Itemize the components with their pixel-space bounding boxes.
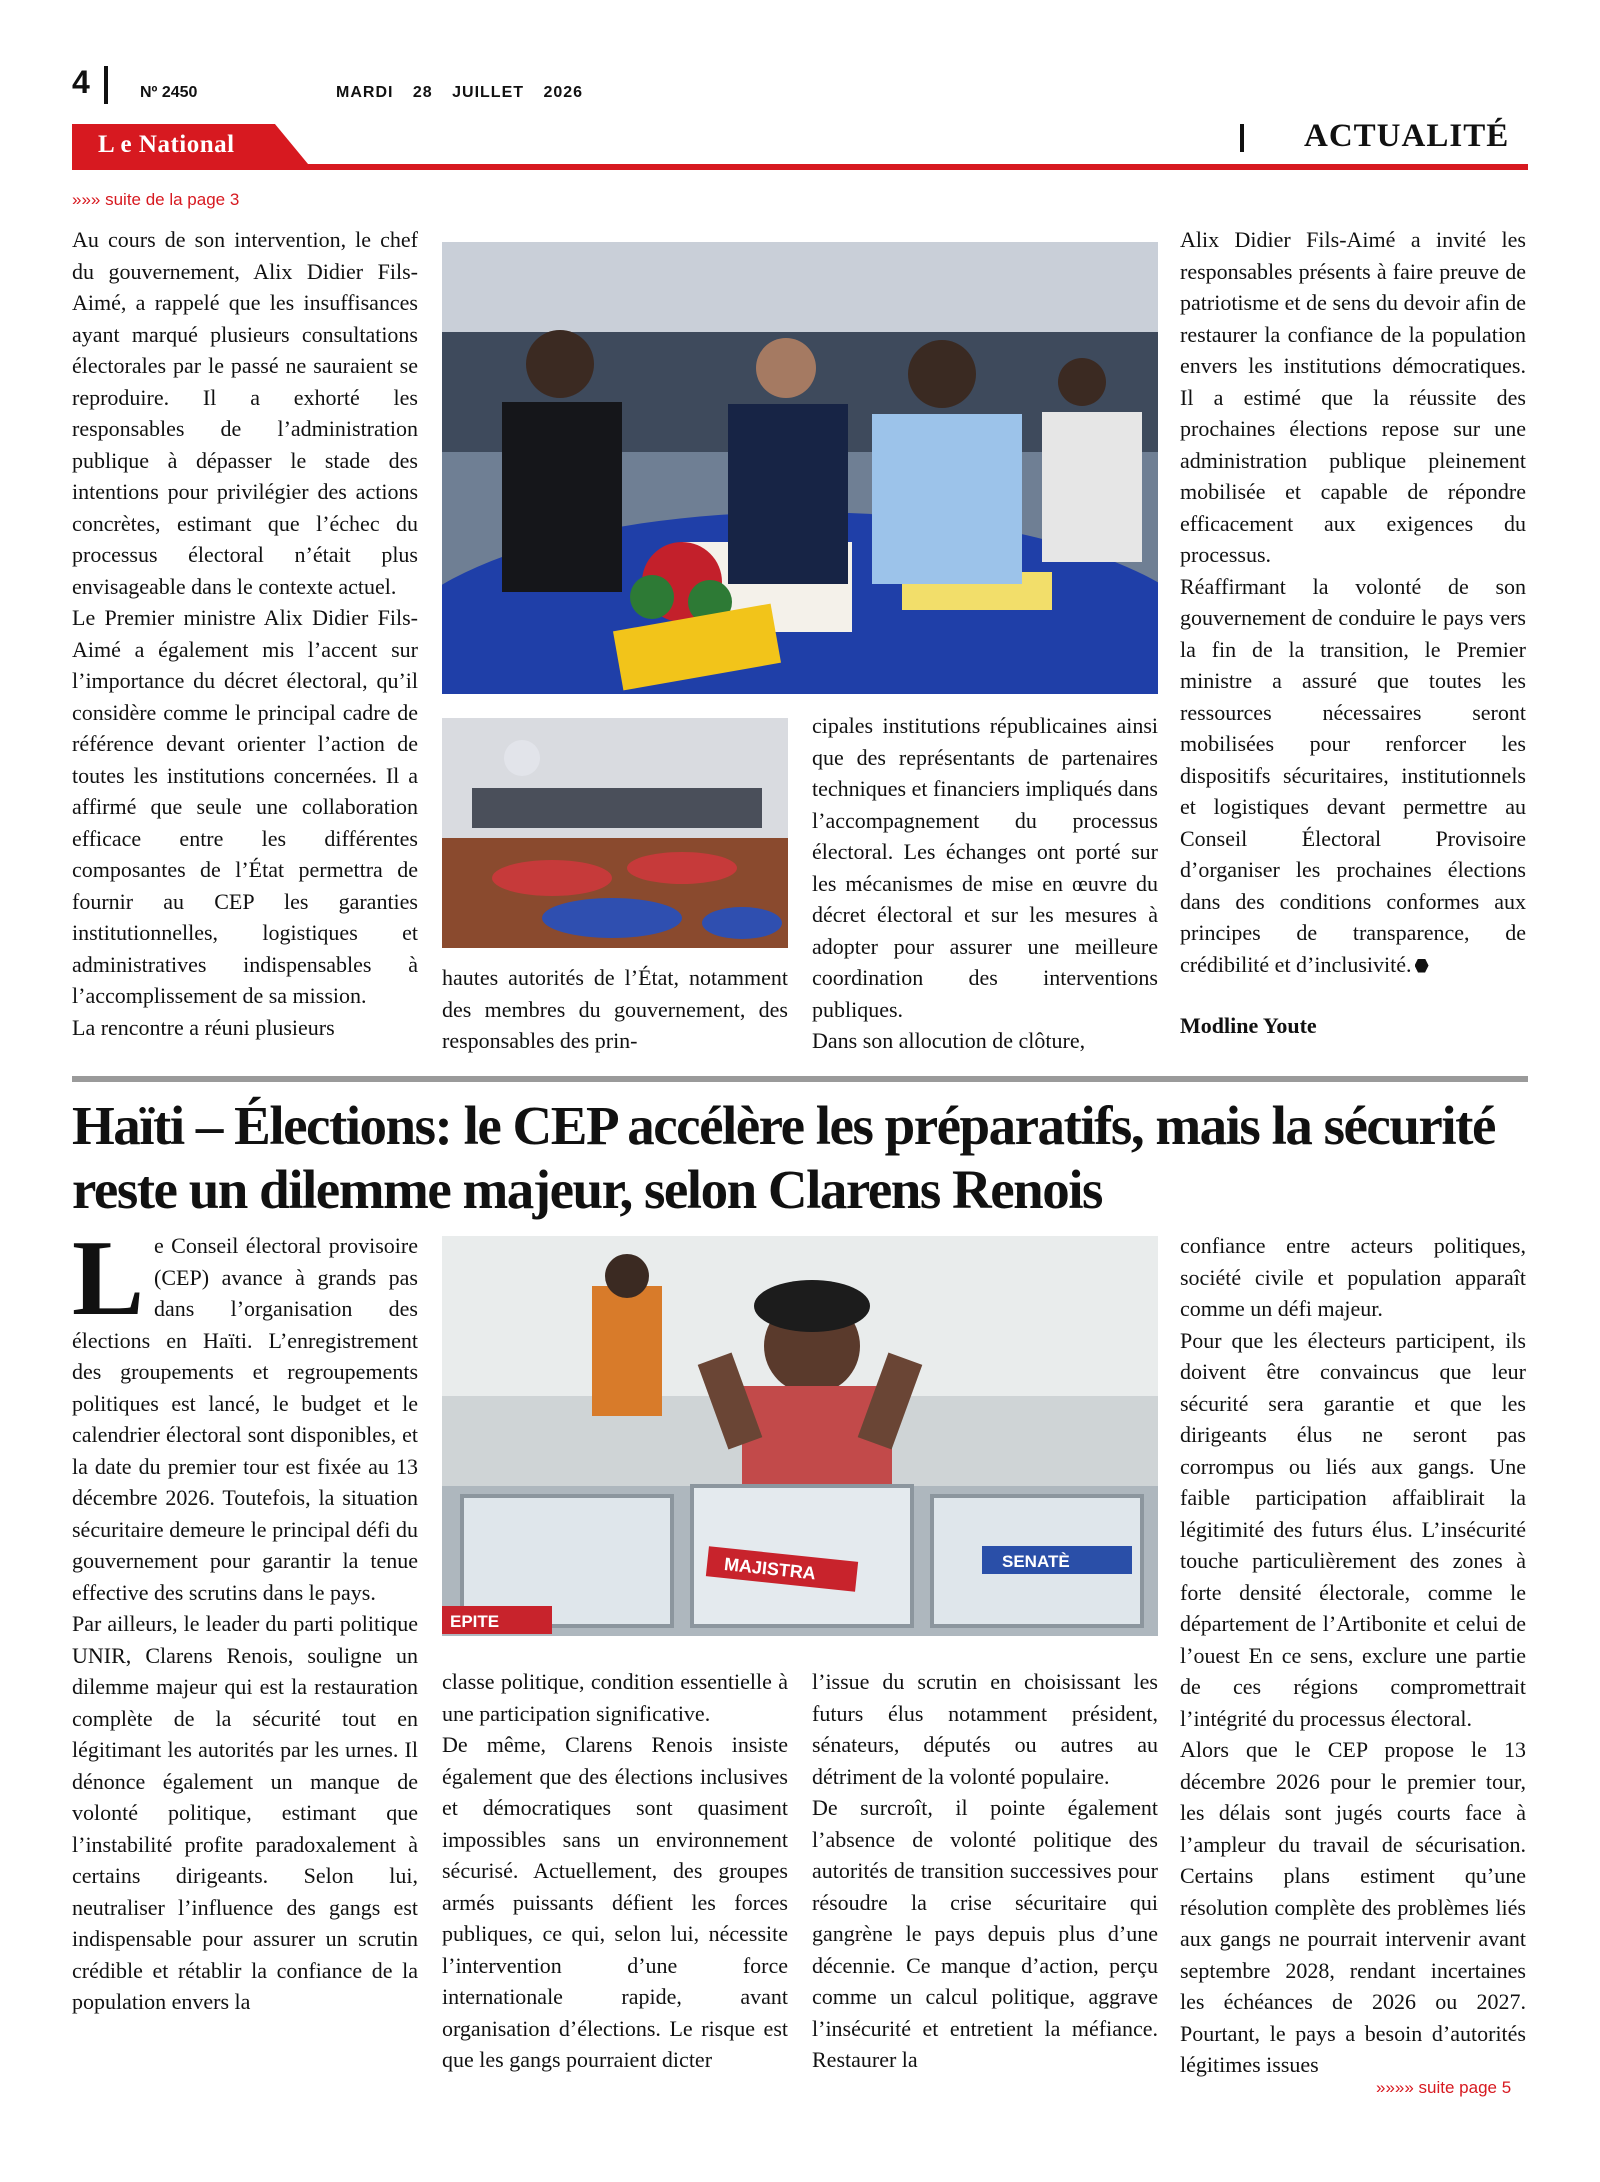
- page-number: 4: [72, 64, 90, 100]
- paragraph: Au cours de son intervention, le chef du gouvernement, Alix Didier Fils-Aimé, a rappelé que les insuffisances ayant marqué plusieurs consultations électorales par le passé ne sauraient se reproduire. Il a exhorté les responsables de l’administration publique à dépasser le stade des intentions pour privilégier des actions concrètes, estimant que l’échec du processus électoral n’était plus envisageable dans le contexte actuel.: [72, 227, 418, 599]
- newspaper-name: L e National: [98, 131, 235, 158]
- paragraph: Alix Didier Fils-Aimé a invité les responsables présents à faire preuve de patriotisme et de sens du devoir afin de restaurer la confiance de la population envers les institutions démocratiques. Il a estimé que la réussite des prochaines élections repose sur une administration publique pleinement mobilisée et capable de répondre efficacement aux exigences du processus.: [1180, 227, 1526, 567]
- paragraph: Le Premier ministre Alix Didier Fils-Aimé a également mis l’accent sur l’importance du décret électoral, qu’il considère comme le principal cadre de référence devant orienter l’action de toutes les institutions concernées. Il a affirmé que seule une collaboration efficace entre les différentes composantes de l’État permettra de fournir au CEP les garanties institutionnelles, logistiques et administratives indispensables à l’accomplissement de sa mission.: [72, 605, 418, 1008]
- article1-column-4: [1180, 224, 1526, 984]
- article2-column-4: [1180, 1230, 1526, 2078]
- ballot-label: EPITE: [450, 1612, 500, 1631]
- continued-from: »»» suite de la page 3: [72, 190, 240, 209]
- article1-column-2: [442, 962, 788, 1062]
- paragraph: La rencontre a réuni plusieurs: [72, 1014, 335, 1040]
- paragraph: classe politique, condition essentielle à une participation significative.: [442, 1669, 788, 1726]
- article2-headline: Haïti – Élections: le CEP accélère les préparatifs, mais la sécurité reste un dilemme majeur, selon Clarens Renois: [72, 1095, 1495, 1220]
- paragraph: Par ailleurs, le leader du parti politique UNIR, Clarens Renois, souligne un dilemme majeur qui est la restauration complète de la sécurité tout en légitimant les autorités par les urnes. Il dénonce également un manque de volonté politique, estimant que l’instabilité profite paradoxalement à certains dirigeants. Selon lui, neutraliser l’influence des gangs est indispensable pour assurer un scrutin crédible et rétablir la confiance de la population envers la: [72, 1611, 418, 2014]
- article2-column-3: [812, 1666, 1158, 2086]
- paragraph-text: Réaffirmant la volonté de son gouvernement de conduire le pays vers la fin de la transition, le Premier ministre a assuré que toutes les ressources nécessaires seront mobilisées pour renforcer les dispositifs sécuritaires, institutionnels et logistiques devant permettre au Conseil Électoral Provisoire d’organiser les prochaines élections dans des conditions conformes aux principes de transparence, de crédibilité et d’inclusivité.: [1180, 573, 1526, 977]
- article2-column-1: [72, 1219, 418, 2090]
- continued-to[interactable]: »»»» suite page 5: [1376, 2078, 1512, 2097]
- section-divider: [1240, 124, 1244, 152]
- paragraph: hautes autorités de l’État, notamment des membres du gouvernement, des responsables des prin-: [442, 965, 788, 1053]
- section-title: ACTUALITÉ: [1304, 118, 1510, 154]
- ballot-label: MAJISTRA: [723, 1553, 817, 1584]
- paragraph: Dans son allocution de clôture,: [812, 1028, 1086, 1053]
- photo-conference-room: [442, 718, 788, 948]
- paragraph: l’issue du scrutin en choisissant les futurs élus notamment président, sénateurs, députés ou autres au détriment de la volonté populaire.: [812, 1669, 1158, 1789]
- paragraph-text: e Conseil électoral provisoire (CEP) avance à grands pas dans l’organisation des élections en Haïti. L’enregistrement des groupements et regroupements politiques est lancé, le budget et le calendrier électoral sont disponibles, et la date du premier tour est fixée au 13 décembre 2026. Toutefois, la situation sécuritaire demeure le principal défi du gouvernement pour garantir la tenue effective des scrutins dans le pays.: [72, 1233, 418, 1605]
- ballot-label: SENATÈ: [1002, 1552, 1070, 1571]
- drop-cap: L: [72, 1219, 145, 1338]
- paragraph: cipales institutions républicaines ainsi que des représentants de partenaires techniques et financiers impliqués dans l’accompagnement du processus électoral. Les échanges ont porté sur les mécanismes de mise en œuvre du décret électoral et sur les mesures à adopter pour assurer une meilleure coordination des interventions publiques.: [812, 713, 1158, 1022]
- paragraph: [1180, 571, 1526, 981]
- paragraph: De même, Clarens Renois insiste également que des élections inclusives et démocratiques sont quasiment impossibles sans un environnement sécurisé. Actuellement, des groupes armés puissants défient les forces publiques, ce qui, selon lui, nécessite l’intervention d’une force internationale rapide, avant organisation d’élections. Le risque est que les gangs pourraient dicter: [442, 1732, 788, 2072]
- paragraph: [72, 1219, 418, 1608]
- article1-column-3: [812, 710, 1158, 1062]
- photo-voter-at-ballot-box: [442, 1236, 1158, 1636]
- end-of-article-icon: [1415, 959, 1429, 973]
- issue-number: Nº 2450: [140, 84, 198, 101]
- paragraph: Pour que les électeurs participent, ils doivent être convaincus que leur sécurité sera garantie et que les dirigeants élus ne seront pas corrompus ou liés aux gangs. Une faible participation affaiblirait la légitimité des futurs élus. L’insécurité touche particulièrement des zones à forte densité électorale, comme le département de l’Artibonite et celui de l’ouest En ce sens, exclure une partie de ces régions compromettrait l’intégrité du processus électoral.: [1180, 1327, 1526, 1731]
- article2-column-2: [442, 1666, 788, 2086]
- paragraph: De surcroît, il pointe également l’absence de volonté politique des autorités de transition successives pour résoudre la crise sécuritaire qui gangrène le pays depuis plus d’une décennie. Ce manque d’action, perçu comme un calcul politique, aggrave l’insécurité et entretient la méfiance. Restaurer la: [812, 1795, 1158, 2072]
- photo-officials-at-table: [442, 242, 1158, 694]
- page-number-divider: [104, 66, 108, 104]
- paragraph: confiance entre acteurs politiques, société civile et population apparaît comme un défi majeur.: [1180, 1233, 1526, 1321]
- paragraph: Alors que le CEP propose le 13 décembre 2026 pour le premier tour, les délais sont jugés courts face à l’ampleur du travail de sécurisation. Certains plans estiment qu’une résolution complète des problèmes liés aux gangs ne pourrait intervenir avant septembre 2028, rendant incertaines les échéances de 2026 ou 2027. Pourtant, le pays a besoin d’autorités légitimes issues: [1180, 1737, 1526, 2077]
- article1-column-1: [72, 224, 418, 1054]
- article-author: Modline Youte: [1180, 1013, 1317, 1038]
- article-divider: [72, 1076, 1528, 1082]
- header-rule: [72, 164, 1528, 170]
- publication-date: MARDI 28 JUILLET 2026: [336, 84, 584, 101]
